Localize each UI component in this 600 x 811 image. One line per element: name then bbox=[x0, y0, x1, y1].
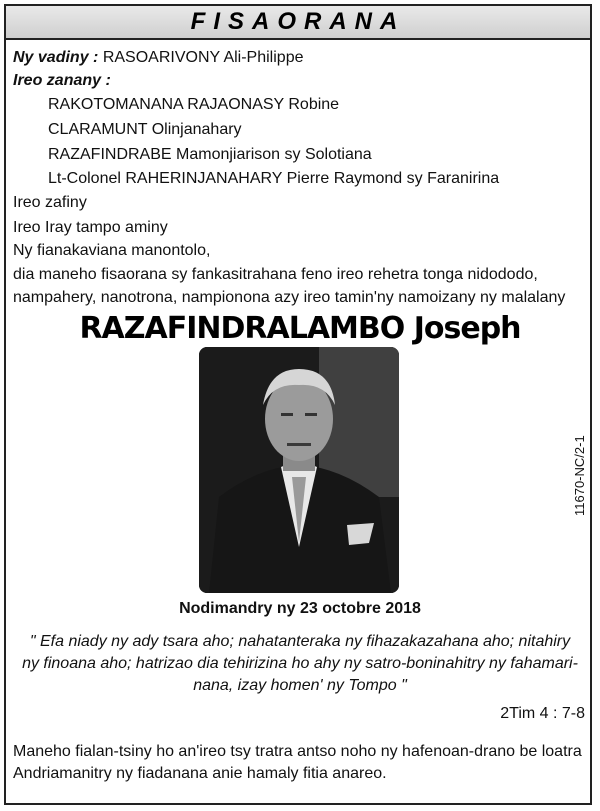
child-item: CLARAMUNT Olinjanahary bbox=[48, 121, 242, 138]
thanks-line: dia maneho fisaorana sy fankasitrahana feno ireo rehetra tonga nidododo, bbox=[13, 266, 538, 283]
quote-line: ny finoana aho; hatrizao dia tehirizina ho ahy ny satro-boninahitry ny fahamari- bbox=[22, 655, 578, 672]
child-item: Lt-Colonel RAHERINJANAHARY Pierre Raymond sy Faranirina bbox=[48, 170, 500, 187]
deceased-name: RAZAFINDRALAMBO Joseph bbox=[79, 311, 521, 346]
reference-code: 11670-NC/2-1 bbox=[572, 435, 587, 516]
family-line: Ireo Iray tampo aminy bbox=[13, 219, 168, 236]
children-label: Ireo zanany : bbox=[13, 72, 111, 89]
death-date: Nodimandry ny 23 octobre 2018 bbox=[179, 600, 421, 617]
closing-line: Maneho fialan-tsiny ho an'ireo tsy tratra antso noho ny hafenoan-drano be loatra bbox=[13, 743, 582, 760]
quote-line: nana, izay homen' ny Tompo " bbox=[193, 677, 407, 694]
spouse-name: RASOARIVONY Ali-Philippe bbox=[102, 49, 304, 66]
notice-header bbox=[4, 4, 592, 40]
spouse-label: Ny vadiny : bbox=[13, 49, 99, 66]
family-line: Ireo zafiny bbox=[13, 194, 87, 211]
bible-quote bbox=[13, 631, 587, 697]
child-item: RAKOTOMANANA RAJAONASY Robine bbox=[48, 96, 340, 113]
family-line: Ny fianakaviana manontolo, bbox=[13, 242, 211, 259]
child-item: RAZAFINDRABE Mamonjiarison sy Solotiana bbox=[48, 146, 372, 163]
closing-line: Andriamanitry ny fiadanana anie hamaly fitia anareo. bbox=[13, 765, 387, 782]
thanks-line: nampahery, nanotrona, nampionona azy ireo tamin'ny namoizany ny malalany bbox=[13, 289, 566, 306]
quote-reference: 2Tim 4 : 7-8 bbox=[500, 705, 585, 722]
notice-title: FISAORANA bbox=[190, 8, 406, 35]
spouse-line bbox=[13, 48, 303, 68]
closing-text bbox=[13, 741, 587, 785]
quote-line: " Efa niady ny ady tsara aho; nahatanteraka ny fihazakazahana aho; nitahiry bbox=[29, 633, 571, 650]
portrait-photo bbox=[199, 347, 399, 593]
portrait-illustration bbox=[199, 347, 399, 593]
